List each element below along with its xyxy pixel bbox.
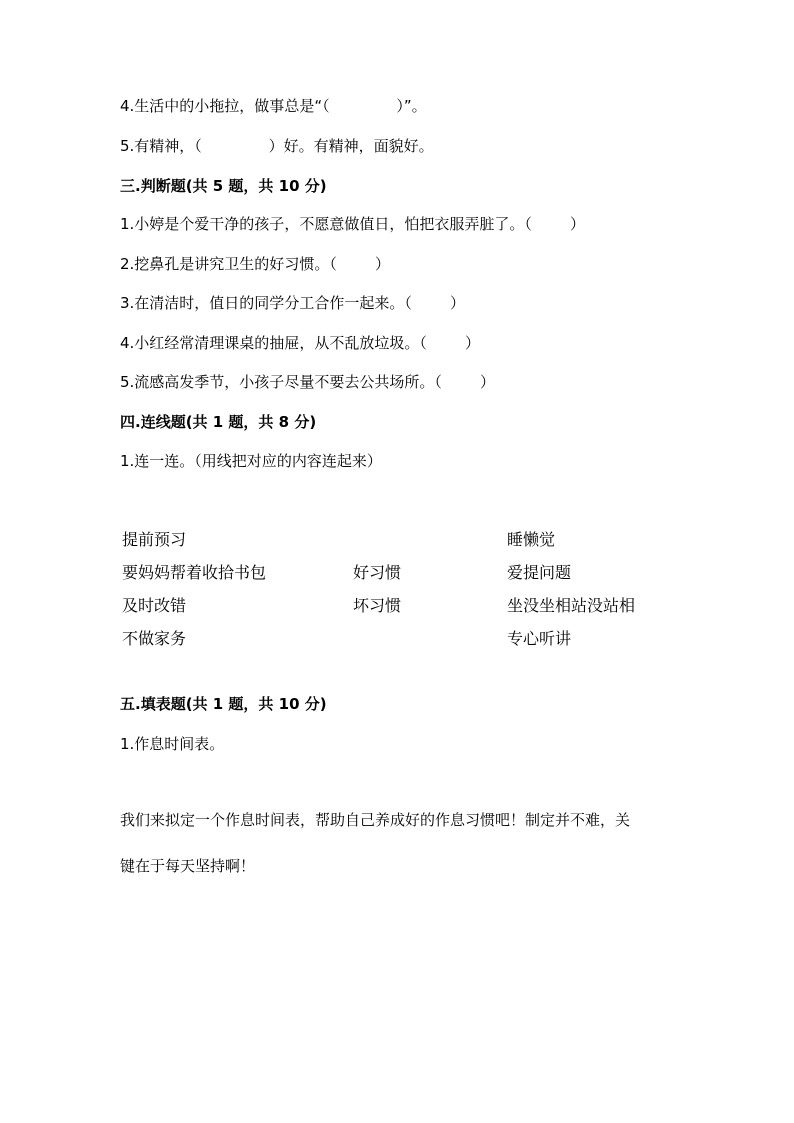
judge-section-heading: 三.判断题(共 5 题，共 10 分) <box>120 177 327 195</box>
fill-blank-q5: 5.有精神，（ ）好。有精神，面貌好。 <box>120 137 434 155</box>
matching-left-4: 不做家务 <box>122 629 187 648</box>
matching-section-heading: 四.连线题(共 1 题，共 8 分) <box>120 413 317 431</box>
matching-middle-2: 坏习惯 <box>353 596 402 615</box>
judge-item-1: 1.小婷是个爱干净的孩子，不愿意做值日，怕把衣服弄脏了。（ ） <box>120 215 585 233</box>
matching-right-4: 专心听讲 <box>507 629 572 648</box>
table-paragraph-line-1: 我们来拟定一个作息时间表，帮助自己养成好的作息习惯吧！制定并不难，关 <box>120 811 631 829</box>
matching-left-1: 提前预习 <box>122 530 187 549</box>
matching-question: 1.连一连。（用线把对应的内容连起来） <box>120 452 382 470</box>
judge-item-4: 4.小红经常清理课桌的抽屉，从不乱放垃圾。（ ） <box>120 334 480 352</box>
table-paragraph-line-2: 键在于每天坚持啊！ <box>120 857 256 875</box>
matching-left-3: 及时改错 <box>122 596 187 615</box>
matching-right-1: 睡懒觉 <box>507 530 556 549</box>
matching-right-3: 坐没坐相站没站相 <box>507 596 636 615</box>
judge-item-5: 5.流感高发季节，小孩子尽量不要去公共场所。（ ） <box>120 373 495 391</box>
judge-item-3: 3.在清洁时，值日的同学分工合作一起来。（ ） <box>120 294 465 312</box>
judge-item-2: 2.挖鼻孔是讲究卫生的好习惯。（ ） <box>120 255 390 273</box>
table-question: 1.作息时间表。 <box>120 735 225 753</box>
matching-right-2: 爱提问题 <box>507 563 572 582</box>
table-section-heading: 五.填表题(共 1 题，共 10 分) <box>120 695 327 713</box>
matching-middle-1: 好习惯 <box>353 563 402 582</box>
fill-blank-q4: 4.生活中的小拖拉，做事总是“（ ）”。 <box>120 97 427 115</box>
matching-left-2: 要妈妈帮着收拾书包 <box>122 563 267 582</box>
